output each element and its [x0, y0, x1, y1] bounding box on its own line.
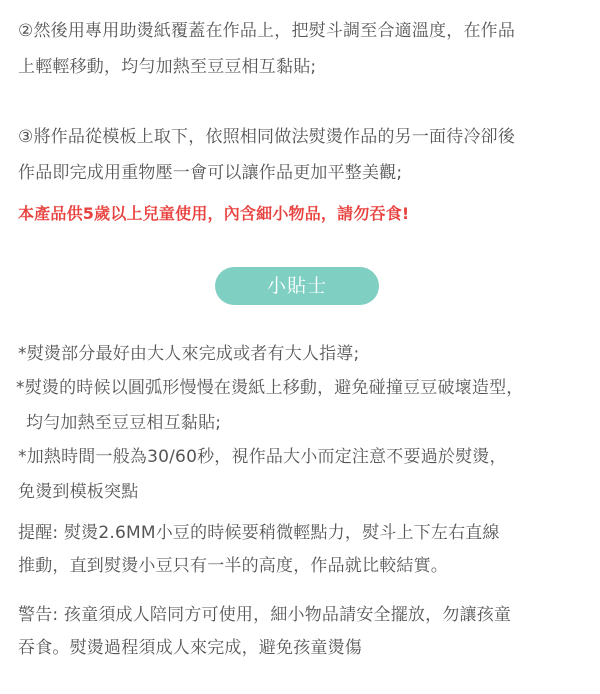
reminder-line1: 提醒: 熨燙2.6MM小豆的時候要稍微輕點力，熨斗上下左右直線 — [18, 523, 500, 543]
tip1: *熨燙部分最好由大人來完成或者有大人指導; — [18, 344, 360, 364]
tip3-line1: *加熱時間一般為30/60秒，視作品大小而定注意不要過於熨燙， — [18, 447, 507, 467]
age-warning: 本產品供5歲以上兒童使用，內含細小物品，請勿吞食! — [18, 204, 410, 223]
tip2-line1: *熨燙的時候以圓弧形慢慢在燙紙上移動，避免碰撞豆豆破壞造型， — [16, 378, 524, 398]
step2-line2: 上輕輕移動，均勻加熱至豆豆相互黏貼; — [18, 57, 317, 77]
reminder-line2: 推動，直到熨燙小豆只有一半的高度，作品就比較結實。 — [18, 556, 448, 576]
caution-line1: 警告: 孩童須成人陪同方可使用，細小物品請安全擺放，勿讓孩童 — [18, 605, 512, 625]
step3-line1: ③將作品從模板上取下，依照相同做法熨燙作品的另一面待冷卻後 — [18, 127, 516, 147]
tip3-line2: 免燙到模板突點 — [18, 482, 139, 502]
tips-heading-badge: 小貼士 — [215, 267, 379, 305]
step2-line1: ②然後用專用助燙紙覆蓋在作品上，把熨斗調至合適溫度，在作品 — [18, 21, 516, 41]
tip2-line2: 均勻加熱至豆豆相互黏貼; — [26, 413, 222, 433]
step3-line2: 作品即完成用重物壓一會可以讓作品更加平整美觀; — [18, 163, 403, 183]
caution-line2: 吞食。熨燙過程須成人來完成，避免孩童燙傷 — [18, 638, 362, 658]
